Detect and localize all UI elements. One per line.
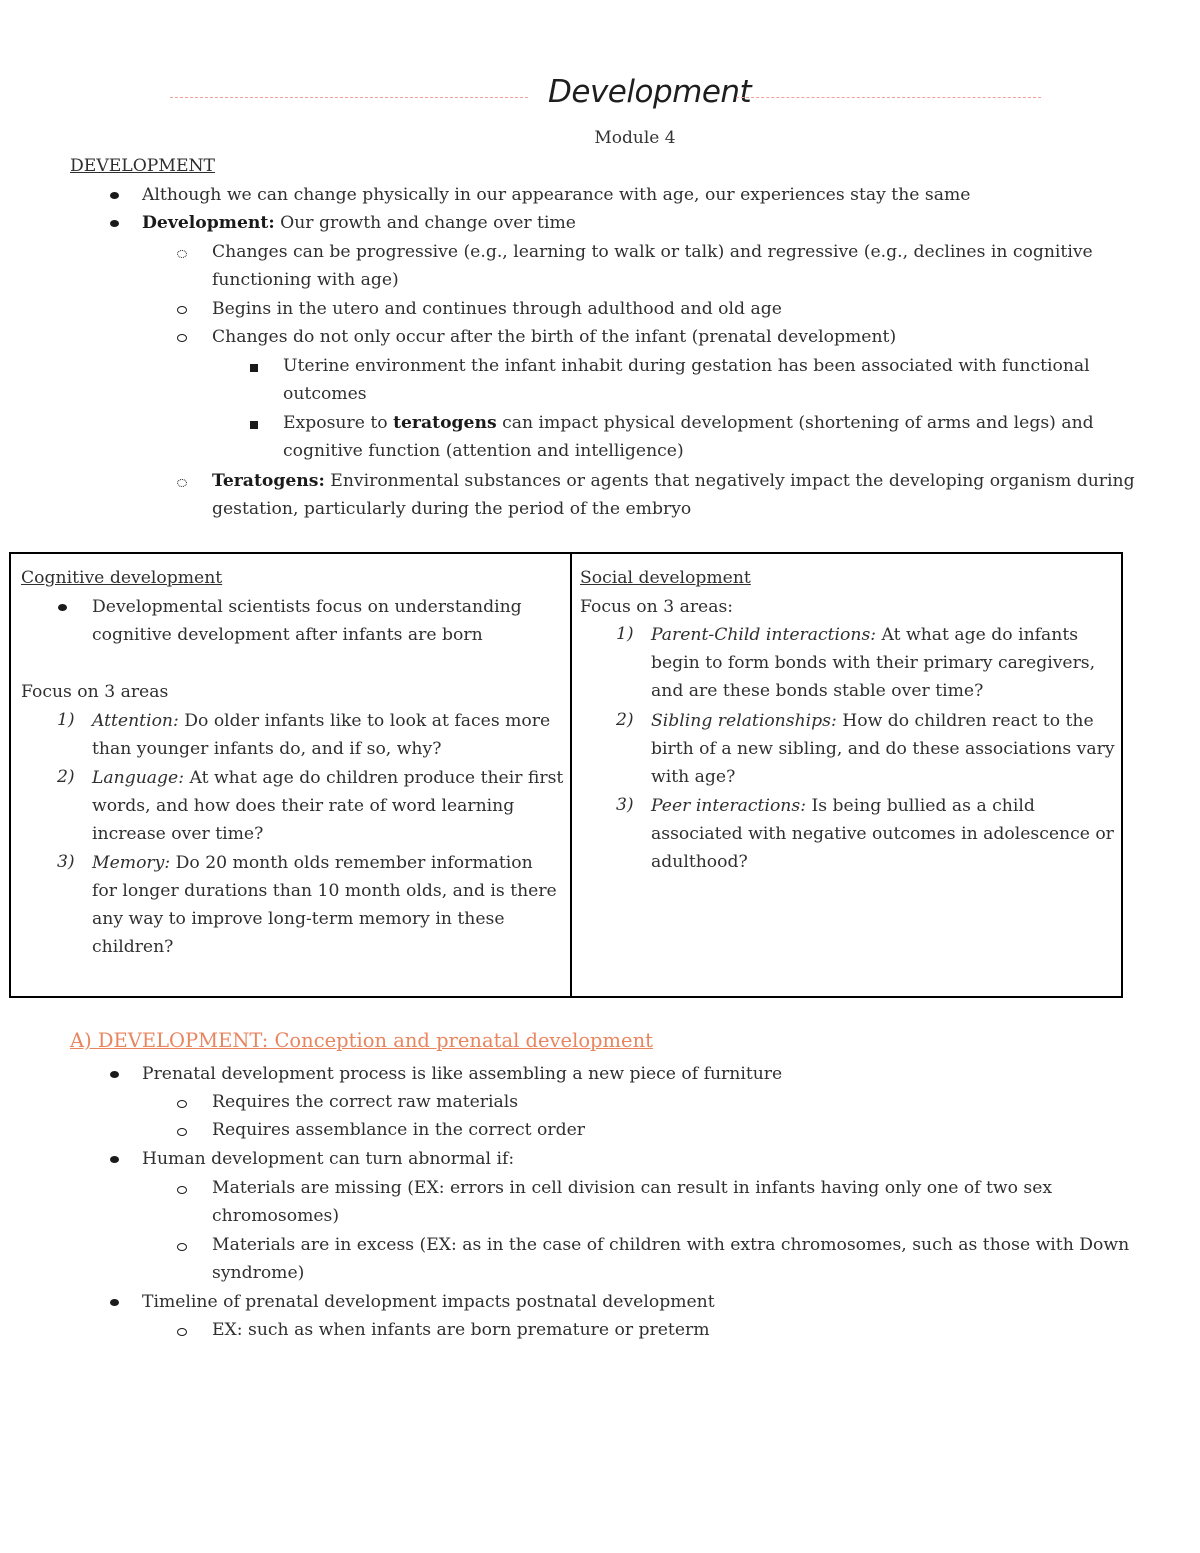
- bullet-icon: [177, 1186, 187, 1194]
- section-heading-development: DEVELOPMENT: [70, 156, 216, 176]
- list-item-continued: chromosomes): [212, 1206, 340, 1226]
- list-item-continued: any way to improve long-term memory in these: [92, 909, 505, 929]
- list-item-continued: cognitive development after infants are born: [92, 625, 483, 645]
- bullet-icon: [250, 421, 258, 429]
- list-item: Requires the correct raw materials: [212, 1092, 519, 1112]
- list-number: 2): [616, 710, 634, 730]
- list-item-continued: and are these bonds stable over time?: [651, 681, 984, 701]
- bullet-icon: [250, 364, 258, 372]
- focus-label: Focus on 3 areas:: [580, 597, 734, 617]
- bullet-icon: [110, 1071, 119, 1078]
- list-item: Exposure to teratogens can impact physical development (shortening of arms and legs) and: [283, 413, 1094, 433]
- title-dash-right: [736, 97, 1041, 98]
- list-item-continued: begin to form bonds with their primary caregivers,: [651, 653, 1096, 673]
- list-item: Memory: Do 20 month olds remember information: [92, 853, 533, 873]
- list-item: Parent-Child interactions: At what age do infants: [651, 625, 1079, 645]
- list-item-continued: cognitive function (attention and intelligence): [283, 441, 684, 461]
- table-heading-social: Social development: [580, 568, 751, 588]
- list-item: Materials are in excess (EX: as in the case of children with extra chromosomes, such as those with Down: [212, 1235, 1130, 1255]
- page-title: Development: [548, 74, 752, 110]
- bullet-icon: [177, 334, 187, 342]
- bullet-icon: [177, 479, 187, 487]
- list-number: 1): [616, 624, 634, 644]
- bullet-icon: [110, 192, 119, 199]
- list-item-continued: with age?: [651, 767, 736, 787]
- list-item: Attention: Do older infants like to look at faces more: [92, 711, 551, 731]
- title-dash-left: [170, 97, 528, 98]
- bullet-icon: [58, 604, 67, 611]
- list-item-continued: adulthood?: [651, 852, 748, 872]
- list-item-continued: for longer durations than 10 month olds, and is there: [92, 881, 557, 901]
- list-item-continued: outcomes: [283, 384, 367, 404]
- section-heading-a: A) DEVELOPMENT: Conception and prenatal development: [70, 1029, 653, 1052]
- list-item: Although we can change physically in our appearance with age, our experiences stay the same: [142, 185, 971, 205]
- list-item-continued: birth of a new sibling, and do these associations vary: [651, 739, 1115, 759]
- page-subtitle: Module 4: [594, 128, 676, 148]
- table-heading-cognitive: Cognitive development: [21, 568, 223, 588]
- list-item: EX: such as when infants are born premature or preterm: [212, 1320, 710, 1340]
- list-item: Changes can be progressive (e.g., learning to walk or talk) and regressive (e.g., declines in cognitive: [212, 242, 1093, 262]
- list-item: Human development can turn abnormal if:: [142, 1149, 515, 1169]
- list-item-continued: words, and how does their rate of word learning: [92, 796, 515, 816]
- list-item-continued: than younger infants do, and if so, why?: [92, 739, 442, 759]
- list-number: 2): [57, 767, 75, 787]
- list-item: Developmental scientists focus on understanding: [92, 597, 522, 617]
- list-item: Uterine environment the infant inhabit during gestation has been associated with functional: [283, 356, 1090, 376]
- bullet-icon: [177, 306, 187, 314]
- table-column-divider: [570, 552, 572, 998]
- list-item-continued: increase over time?: [92, 824, 264, 844]
- bullet-icon: [177, 1100, 187, 1108]
- list-item: Prenatal development process is like assembling a new piece of furniture: [142, 1064, 783, 1084]
- bullet-icon: [110, 220, 119, 227]
- focus-label: Focus on 3 areas: [21, 682, 169, 702]
- list-number: 1): [57, 710, 75, 730]
- list-number: 3): [616, 795, 634, 815]
- list-number: 3): [57, 852, 75, 872]
- bullet-icon: [177, 1328, 187, 1336]
- bullet-icon: [110, 1156, 119, 1163]
- list-item: Language: At what age do children produce their first: [92, 768, 564, 788]
- bullet-icon: [177, 1128, 187, 1136]
- bullet-icon: [177, 250, 187, 258]
- list-item: Peer interactions: Is being bullied as a child: [651, 796, 1035, 816]
- list-item: Materials are missing (EX: errors in cell division can result in infants having only one of two sex: [212, 1178, 1053, 1198]
- list-item: Requires assemblance in the correct order: [212, 1120, 585, 1140]
- bullet-icon: [177, 1243, 187, 1251]
- list-item-continued: syndrome): [212, 1263, 305, 1283]
- list-item-continued: functioning with age): [212, 270, 399, 290]
- list-item-continued: gestation, particularly during the period of the embryo: [212, 499, 692, 519]
- list-item: Begins in the utero and continues through adulthood and old age: [212, 299, 782, 319]
- list-item: Changes do not only occur after the birth of the infant (prenatal development): [212, 327, 897, 347]
- list-item-continued: children?: [92, 937, 174, 957]
- bullet-icon: [110, 1299, 119, 1306]
- list-item-continued: associated with negative outcomes in adolescence or: [651, 824, 1114, 844]
- list-item: Development: Our growth and change over time: [142, 213, 576, 233]
- list-item: Timeline of prenatal development impacts postnatal development: [142, 1292, 715, 1312]
- list-item: Sibling relationships: How do children react to the: [651, 711, 1094, 731]
- list-item: Teratogens: Environmental substances or agents that negatively impact the developing organism during: [212, 471, 1135, 491]
